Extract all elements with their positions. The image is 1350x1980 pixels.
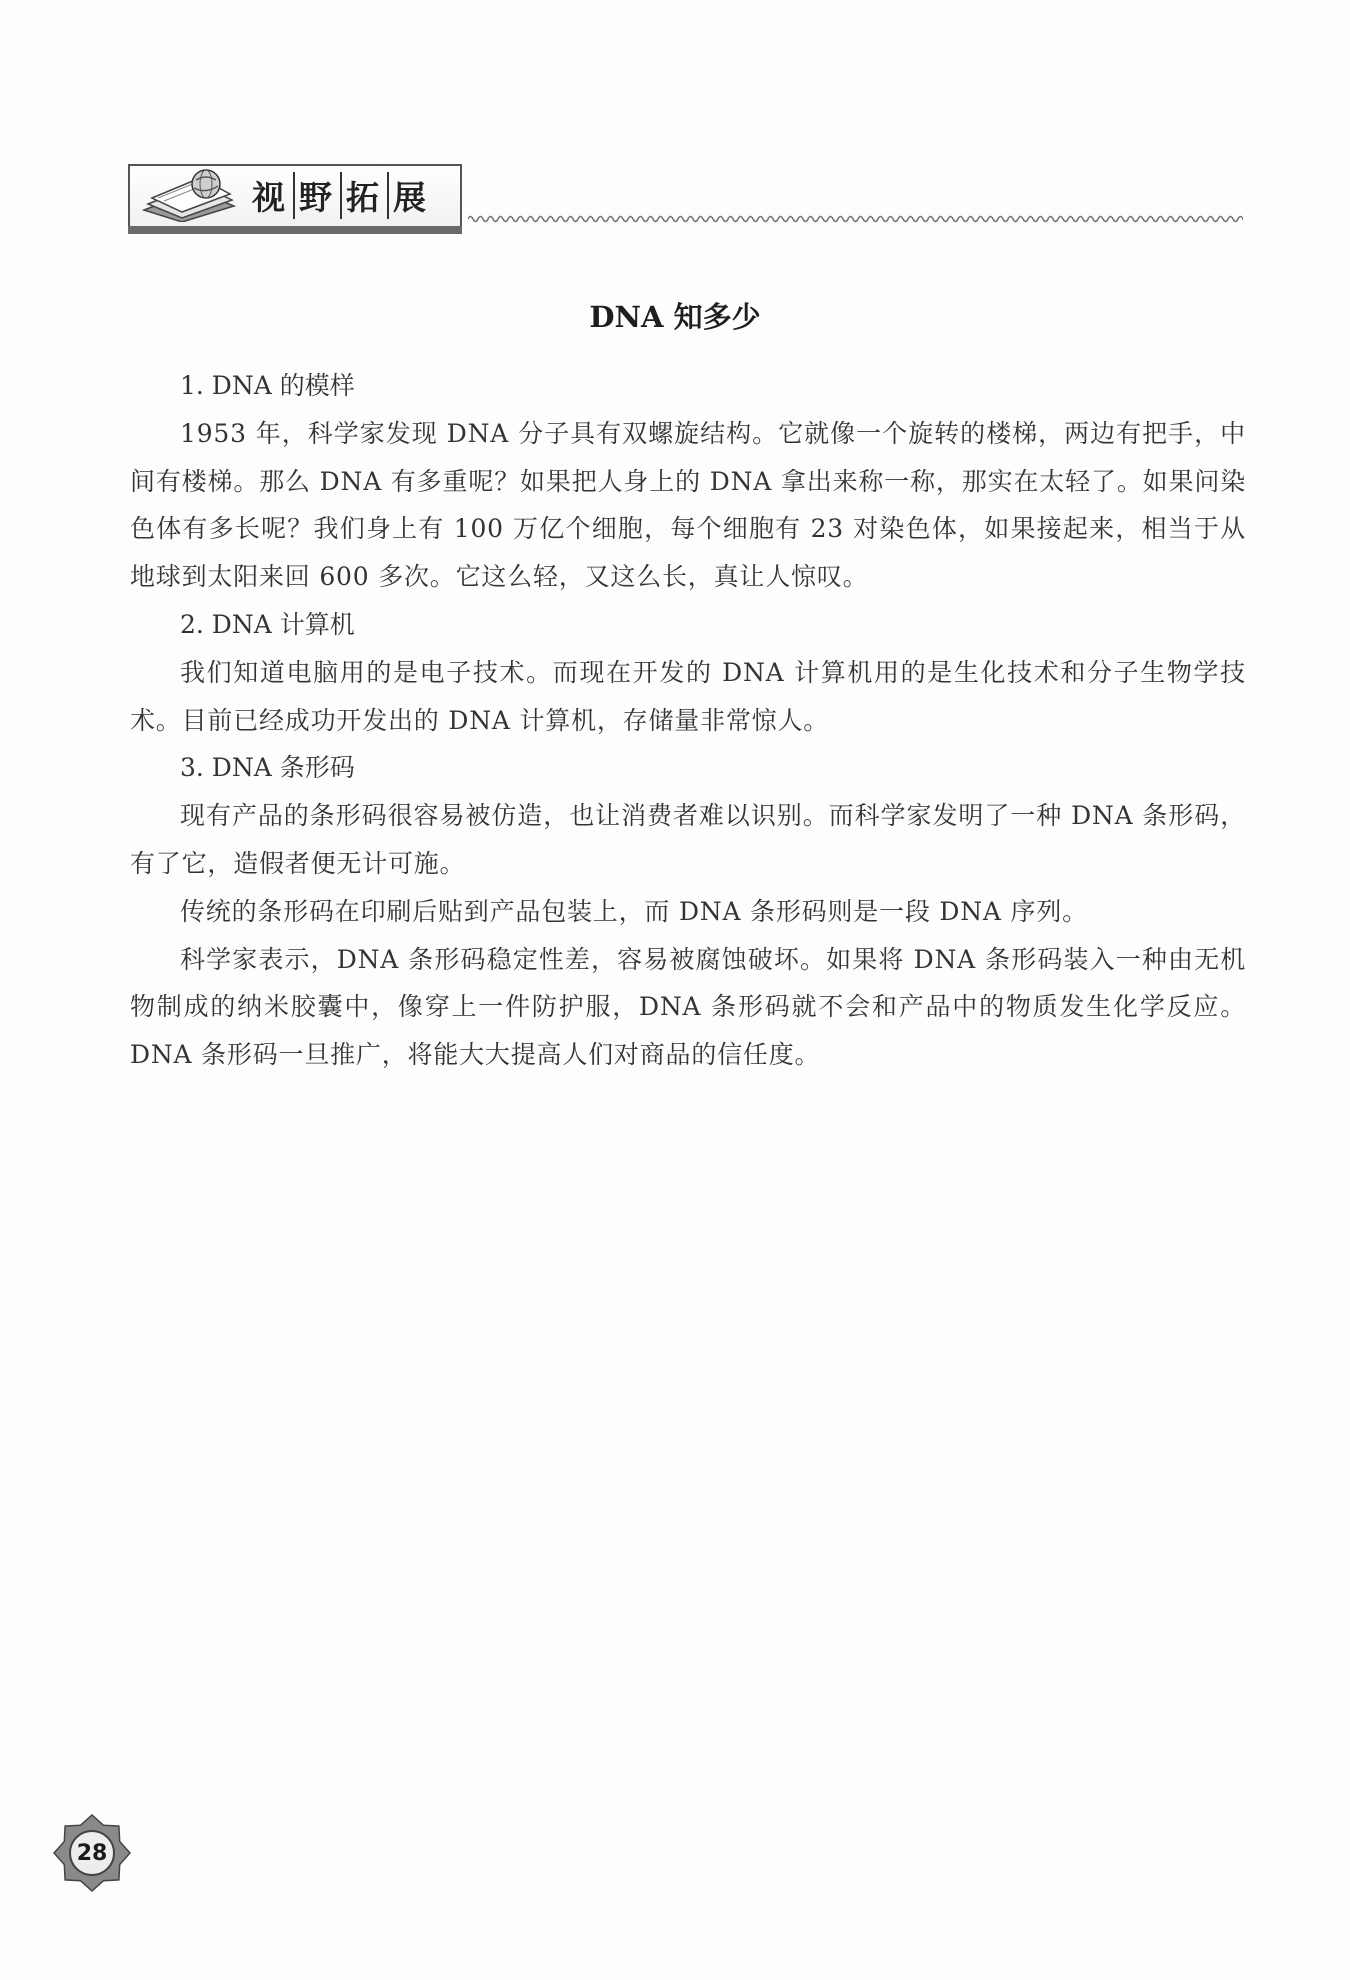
banner-char: 视 xyxy=(248,172,295,219)
banner-title xyxy=(248,170,434,220)
paragraph: 1953 年，科学家发现 DNA 分子具有双螺旋结构。它就像一个旋转的楼梯，两边有把手，中间有楼梯。那么 DNA 有多重呢？如果把人身上的 DNA 拿出来称一称，那实在太轻了。如果问染色体有多长呢？我们身上有 100 万亿个细胞，每个细胞有 23 对染色体，如果接起来，相当于从地球到太阳来回 600 多次。它这么轻，又这么长，真让人惊叹。 xyxy=(130,418,1246,592)
banner-char: 展 xyxy=(393,177,430,217)
page-number: 28 xyxy=(76,1840,108,1866)
article-body xyxy=(130,362,1246,1079)
paragraph: 科学家表示，DNA 条形码稳定性差，容易被腐蚀破坏。如果将 DNA 条形码装入一种由无机物制成的纳米胶囊中，像穿上一件防护服，DNA 条形码就不会和产品中的物质发生化学反应。DNA 条形码一旦推广，将能大大提高人们对商品的信任度。 xyxy=(130,944,1246,1070)
page-number-badge xyxy=(52,1813,132,1893)
wavy-divider xyxy=(468,212,1243,226)
section-heading: 1. DNA 的模样 xyxy=(180,371,355,400)
article-title: DNA 知多少 xyxy=(589,300,761,334)
banner-char: 野 xyxy=(295,172,342,219)
section-heading: 2. DNA 计算机 xyxy=(180,609,355,639)
banner-shadow-bar xyxy=(128,226,462,234)
paragraph: 我们知道电脑用的是电子技术。而现在开发的 DNA 计算机用的是生化技术和分子生物学技术。目前已经成功开发出的 DNA 计算机，存储量非常惊人。 xyxy=(130,657,1246,735)
books-globe-icon xyxy=(138,166,248,222)
section-heading: 3. DNA 条形码 xyxy=(180,753,355,783)
section-banner xyxy=(128,160,1243,235)
paragraph: 传统的条形码在印刷后贴到产品包装上，而 DNA 条形码则是一段 DNA 序列。 xyxy=(180,896,1088,926)
banner-char: 拓 xyxy=(342,172,389,219)
paragraph: 现有产品的条形码很容易被仿造，也让消费者难以识别。而科学家发明了一种 DNA 条形码，有了它，造假者便无计可施。 xyxy=(130,801,1246,878)
